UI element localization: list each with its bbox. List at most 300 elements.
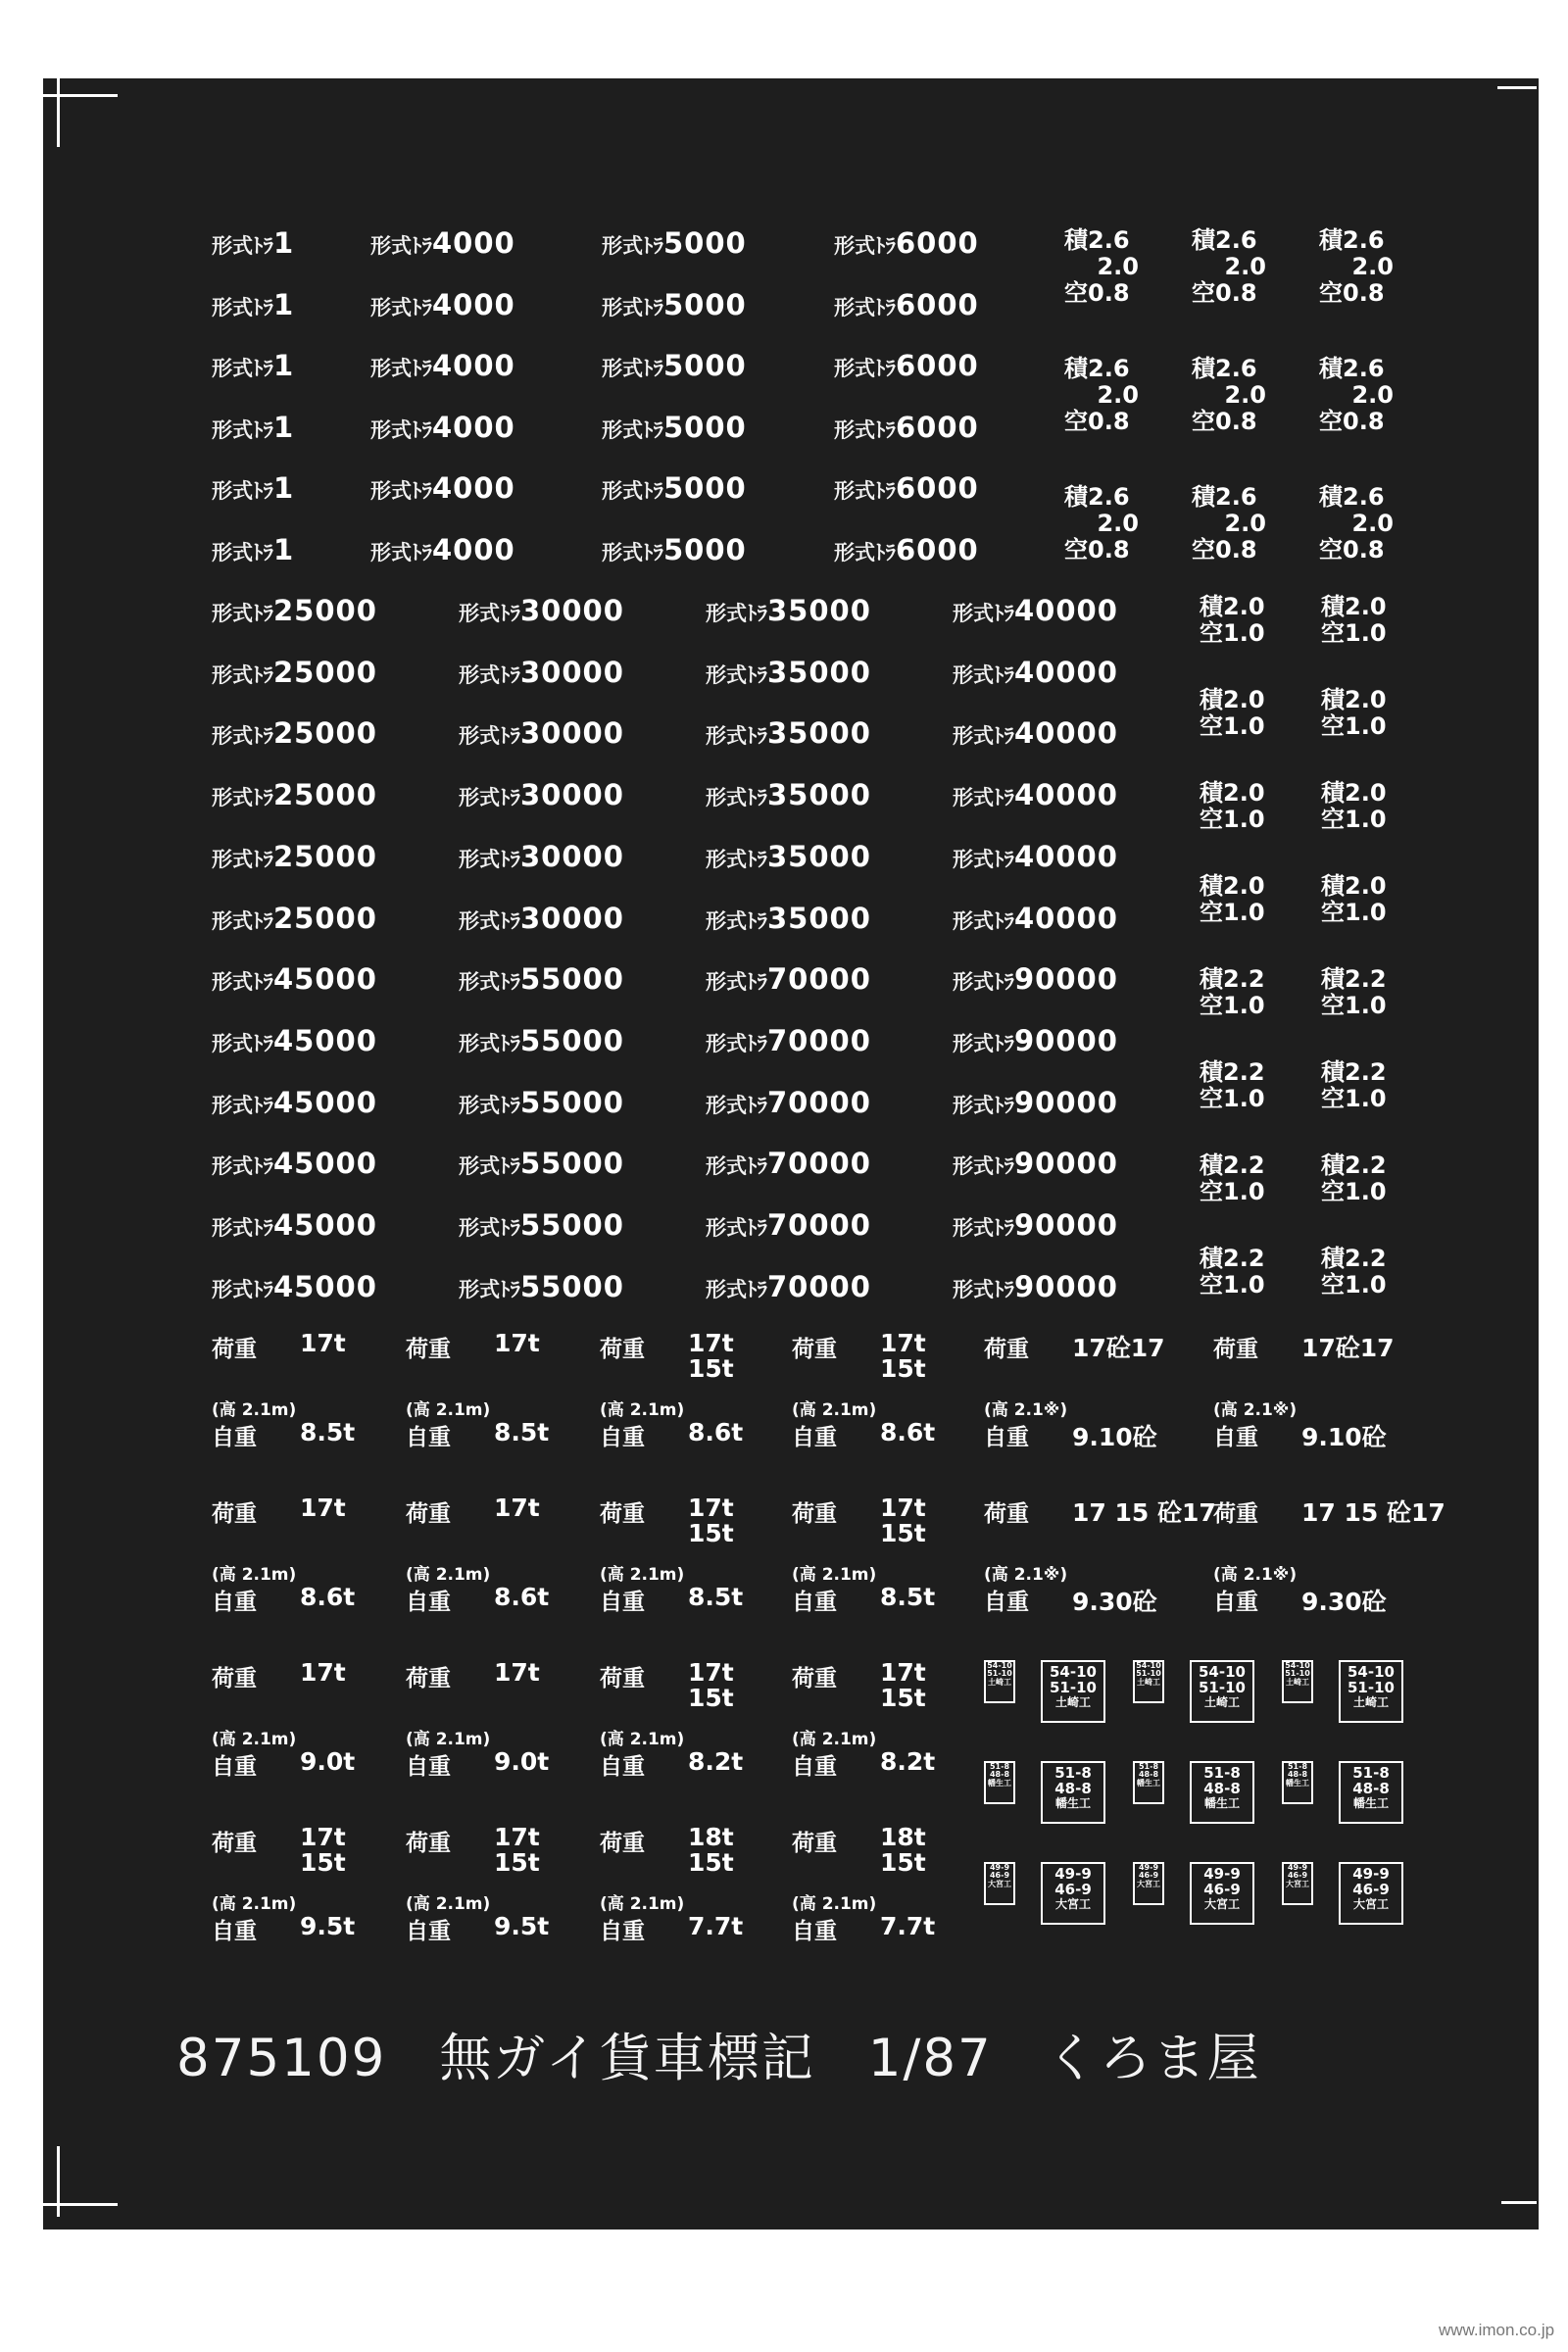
model-prefix: 形式ﾄﾗ (953, 602, 1014, 625)
model-number: 30000 (520, 778, 624, 812)
model-label (212, 471, 295, 505)
ratio-empty: 空0.8 (1064, 536, 1130, 564)
model-prefix: 形式ﾄﾗ (953, 970, 1014, 995)
load-label: 荷重 (212, 1337, 257, 1362)
model-label (459, 1147, 624, 1181)
model-prefix: 形式ﾄﾗ (459, 847, 520, 871)
model-prefix: 形式ﾄﾗ (370, 234, 432, 258)
ratio-empty: 空0.8 (1192, 536, 1257, 564)
model-label (953, 1269, 1118, 1303)
plate-line: 土崎工 (1203, 1694, 1240, 1709)
model-prefix: 形式ﾄﾗ (706, 1031, 767, 1055)
load-value: 17t (688, 1494, 734, 1522)
model-number: 1 (273, 226, 295, 260)
model-label (834, 287, 979, 321)
model-label (212, 1023, 377, 1057)
special-weight-label (1213, 1331, 1409, 1451)
height-note: (高 2.1m) (600, 1565, 685, 1585)
self-label: 自重 (792, 1425, 837, 1450)
plate-line: 54-10 (1199, 1663, 1246, 1681)
model-label (212, 839, 377, 873)
model-number: 25000 (273, 655, 377, 689)
model-number: 25000 (273, 594, 377, 627)
plate-line: 49-9 (1054, 1865, 1092, 1883)
plate-line: 51-10 (1285, 1669, 1310, 1679)
crop-mark-bottom-left-h (43, 2203, 118, 2206)
model-label (953, 716, 1118, 751)
model-label (212, 1208, 377, 1242)
ratio-empty: 空0.8 (1319, 279, 1385, 307)
self-label: 自重 (212, 1754, 257, 1780)
ratio-mid: 2.0 (1351, 381, 1394, 409)
load-value: 17t (880, 1329, 926, 1357)
model-prefix: 形式ﾄﾗ (706, 662, 767, 687)
plate-large (1041, 1862, 1105, 1925)
model-label (370, 471, 515, 505)
model-prefix: 形式ﾄﾗ (212, 1031, 273, 1055)
plate-small (984, 1660, 1015, 1703)
ratio-empty: 空1.0 (1321, 899, 1387, 926)
ratio-loaded: 積2.6 (1192, 226, 1257, 254)
product-code: 875109 (176, 2029, 387, 2088)
model-label (602, 226, 747, 260)
model-number: 70000 (767, 1023, 871, 1057)
model-number: 30000 (520, 901, 624, 935)
model-prefix: 形式ﾄﾗ (370, 417, 432, 442)
self-label: 自重 (406, 1425, 451, 1450)
model-number: 4000 (432, 532, 515, 566)
ratio-label (1321, 1246, 1387, 1298)
ratio-label (1321, 1059, 1387, 1112)
model-prefix: 形式ﾄﾗ (953, 1277, 1014, 1301)
model-prefix: 形式ﾄﾗ (953, 724, 1014, 749)
model-label (370, 349, 515, 382)
model-number: 90000 (1014, 1269, 1118, 1303)
model-number: 45000 (273, 1023, 377, 1057)
model-label (212, 594, 377, 627)
model-prefix: 形式ﾄﾗ (706, 724, 767, 749)
ratio-label (1200, 966, 1265, 1019)
weight-label (792, 1658, 949, 1780)
plate-line: 土崎工 (1286, 1677, 1309, 1687)
load-label: 荷重 (406, 1831, 451, 1856)
model-prefix: 形式ﾄﾗ (370, 357, 432, 380)
model-prefix: 形式ﾄﾗ (212, 847, 273, 871)
special-weight-label (1213, 1495, 1446, 1616)
model-label (953, 1085, 1118, 1119)
model-number: 1 (273, 410, 295, 444)
model-number: 30000 (520, 839, 624, 873)
load-label: 荷重 (792, 1501, 837, 1527)
model-label (602, 471, 747, 505)
weight-label (406, 1494, 563, 1615)
model-prefix: 形式ﾄﾗ (706, 908, 767, 933)
model-label (212, 226, 295, 260)
plate-line: 幡生工 (1203, 1795, 1240, 1810)
height-note: (高 2.1m) (792, 1894, 877, 1914)
self-value: 8.6t (688, 1418, 744, 1446)
self-value: 8.5t (494, 1418, 550, 1446)
model-number: 70000 (767, 962, 871, 997)
model-number: 35000 (767, 778, 871, 812)
model-prefix: 形式ﾄﾗ (602, 357, 663, 380)
model-number: 55000 (520, 1085, 624, 1119)
crop-mark-bottom-left-v (57, 2146, 60, 2217)
ratio-loaded: 積2.0 (1200, 779, 1265, 807)
model-label (459, 839, 624, 873)
model-label (953, 655, 1118, 689)
self-value: 8.6t (880, 1418, 936, 1446)
model-label (602, 287, 747, 321)
ratio-label (1200, 1246, 1265, 1298)
weight-label (600, 1494, 757, 1615)
load-value: 17t (880, 1658, 926, 1687)
ratio-label (1192, 484, 1266, 564)
model-label (212, 716, 377, 751)
plate-line: 49-9 (1203, 1865, 1241, 1883)
model-number: 5000 (663, 349, 747, 382)
load-label: 荷重 (600, 1337, 645, 1362)
height-note: (高 2.1m) (406, 1894, 491, 1914)
plate-large (1339, 1862, 1403, 1925)
load-label: 荷重 (406, 1337, 451, 1362)
ratio-mid: 2.0 (1224, 381, 1266, 409)
load-value: 17 15 砼17 (1072, 1498, 1216, 1527)
crop-mark-bottom-right (1501, 2201, 1537, 2204)
model-label (212, 287, 295, 321)
model-number: 90000 (1014, 1023, 1118, 1057)
load-label: 荷重 (406, 1501, 451, 1527)
plate-large (1190, 1761, 1254, 1824)
plate-line: 土崎工 (1137, 1677, 1160, 1687)
self-value: 9.0t (300, 1747, 356, 1776)
load-label: 荷重 (984, 1501, 1029, 1527)
model-label (459, 901, 624, 935)
self-value: 8.2t (688, 1747, 744, 1776)
height-note: (高 2.1m) (212, 1894, 297, 1914)
model-prefix: 形式ﾄﾗ (706, 786, 767, 810)
model-label (706, 1023, 871, 1057)
model-label (212, 778, 377, 812)
plate-line: 48-8 (1352, 1779, 1390, 1797)
ratio-loaded: 積2.6 (1319, 483, 1385, 511)
load-value-2: 15t (688, 1848, 734, 1877)
model-label (706, 839, 871, 873)
ratio-loaded: 積2.0 (1321, 593, 1387, 620)
plate-line: 幡生工 (1352, 1795, 1389, 1810)
model-label (459, 1208, 624, 1242)
plate-line: 大宮工 (1352, 1896, 1389, 1911)
model-label (953, 1147, 1118, 1181)
crop-mark-top-left-h (43, 94, 118, 97)
model-number: 30000 (520, 594, 624, 627)
model-label (953, 1208, 1118, 1242)
load-label: 荷重 (792, 1337, 837, 1362)
crop-mark-top-right (1497, 86, 1537, 89)
plate-line: 46-9 (1138, 1871, 1159, 1881)
ratio-loaded: 積2.2 (1321, 965, 1387, 993)
model-label (706, 778, 871, 812)
model-number: 90000 (1014, 1208, 1118, 1242)
ratio-mid: 2.0 (1224, 253, 1266, 280)
model-number: 55000 (520, 1208, 624, 1242)
crop-mark-top-left-v (57, 78, 60, 147)
ratio-loaded: 積2.6 (1192, 355, 1257, 382)
model-label (706, 655, 871, 689)
ratio-loaded: 積2.2 (1200, 1058, 1265, 1086)
plate-small (1282, 1862, 1313, 1905)
self-value: 8.5t (300, 1418, 356, 1446)
ratio-loaded: 積2.2 (1200, 1152, 1265, 1179)
model-prefix: 形式ﾄﾗ (459, 662, 520, 687)
plate-line: 51-8 (1138, 1762, 1159, 1771)
model-label (212, 349, 295, 382)
ratio-loaded: 積2.6 (1064, 355, 1130, 382)
model-prefix: 形式ﾄﾗ (953, 908, 1014, 933)
height-note: (高 2.1※) (984, 1400, 1068, 1420)
height-note: (高 2.1m) (792, 1565, 877, 1585)
plate-small (984, 1862, 1015, 1905)
model-label (706, 1085, 871, 1119)
load-value: 17t (880, 1494, 926, 1522)
model-number: 1 (273, 532, 295, 566)
self-label: 自重 (792, 1754, 837, 1780)
ratio-empty: 空1.0 (1200, 899, 1265, 926)
load-value-2: 15t (688, 1354, 734, 1383)
plate-line: 幡生工 (1054, 1795, 1091, 1810)
ratio-label (1321, 966, 1387, 1019)
weight-label (406, 1329, 563, 1450)
model-number: 25000 (273, 716, 377, 751)
model-number: 35000 (767, 716, 871, 751)
ratio-mid: 2.0 (1351, 510, 1394, 537)
ratio-mid: 2.0 (1097, 253, 1139, 280)
model-prefix: 形式ﾄﾗ (706, 970, 767, 995)
load-label: 荷重 (1213, 1337, 1258, 1362)
plate-large (1041, 1761, 1105, 1824)
model-label (834, 226, 979, 260)
self-value: 7.7t (688, 1912, 744, 1940)
plate-line: 土崎工 (988, 1677, 1011, 1687)
height-note: (高 2.1m) (212, 1730, 297, 1749)
plate-line: 46-9 (1203, 1880, 1241, 1898)
plate-large (1190, 1862, 1254, 1925)
footer-caption (176, 2017, 1261, 2091)
self-label: 自重 (212, 1590, 257, 1615)
plate-line: 51-8 (1203, 1764, 1241, 1782)
plate-small (1133, 1862, 1164, 1905)
model-label (212, 901, 377, 935)
plate-line: 大宮工 (1286, 1879, 1309, 1888)
ratio-empty: 空1.0 (1200, 619, 1265, 647)
load-value: 18t (688, 1823, 734, 1851)
model-prefix: 形式ﾄﾗ (706, 1216, 767, 1240)
plate-line: 54-10 (1050, 1663, 1097, 1681)
model-prefix: 形式ﾄﾗ (602, 479, 663, 503)
plate-large (1339, 1660, 1403, 1723)
model-prefix: 形式ﾄﾗ (459, 602, 520, 625)
maker-name: くろま屋 (1045, 2029, 1261, 2088)
plate-line: 51-10 (1348, 1678, 1395, 1696)
model-prefix: 形式ﾄﾗ (212, 540, 273, 564)
load-value-2: 15t (300, 1848, 346, 1877)
model-number: 35000 (767, 901, 871, 935)
weight-label (212, 1823, 368, 1944)
model-prefix: 形式ﾄﾗ (953, 1093, 1014, 1117)
ratio-label (1200, 1059, 1265, 1112)
model-number: 5000 (663, 471, 747, 505)
model-label (706, 716, 871, 751)
self-label: 自重 (1213, 1425, 1258, 1450)
plate-line: 49-9 (1138, 1863, 1159, 1872)
model-label (706, 901, 871, 935)
ratio-empty: 空1.0 (1321, 1271, 1387, 1298)
ratio-label (1319, 227, 1394, 307)
model-number: 6000 (896, 226, 979, 260)
model-prefix: 形式ﾄﾗ (212, 662, 273, 687)
weight-label (406, 1658, 563, 1780)
ratio-label (1200, 687, 1265, 740)
model-prefix: 形式ﾄﾗ (212, 295, 273, 319)
load-label: 荷重 (984, 1337, 1029, 1362)
height-note: (高 2.1m) (792, 1730, 877, 1749)
model-label (212, 1269, 377, 1303)
model-label (953, 594, 1118, 627)
model-label (953, 839, 1118, 873)
load-value-2: 15t (880, 1684, 926, 1712)
plate-line: 大宮工 (988, 1879, 1011, 1888)
weight-label (600, 1329, 757, 1450)
plate-line: 大宮工 (1137, 1879, 1160, 1888)
model-label (602, 532, 747, 566)
load-value: 17t (688, 1329, 734, 1357)
model-number: 30000 (520, 655, 624, 689)
ratio-empty: 空1.0 (1200, 1271, 1265, 1298)
height-note: (高 2.1m) (406, 1730, 491, 1749)
model-label (834, 471, 979, 505)
plate-line: 48-8 (1054, 1779, 1092, 1797)
model-prefix: 形式ﾄﾗ (706, 1154, 767, 1179)
model-number: 90000 (1014, 1147, 1118, 1181)
load-value: 17t (494, 1658, 540, 1687)
model-label (370, 410, 515, 444)
plate-line: 54-10 (1136, 1661, 1161, 1670)
height-note: (高 2.1※) (984, 1565, 1068, 1585)
model-prefix: 形式ﾄﾗ (212, 234, 273, 258)
model-prefix: 形式ﾄﾗ (459, 970, 520, 995)
ratio-label (1321, 1152, 1387, 1205)
load-value: 17砼17 (1072, 1334, 1165, 1362)
plate-small (984, 1761, 1015, 1804)
load-value: 17t (300, 1658, 346, 1687)
ratio-empty: 空0.8 (1319, 408, 1385, 435)
model-prefix: 形式ﾄﾗ (706, 602, 767, 625)
load-label: 荷重 (212, 1666, 257, 1691)
model-number: 70000 (767, 1147, 871, 1181)
model-label (953, 778, 1118, 812)
self-value: 9.10砼 (1072, 1423, 1157, 1451)
load-value-2: 15t (880, 1354, 926, 1383)
model-prefix: 形式ﾄﾗ (834, 234, 896, 258)
load-value: 17t (494, 1494, 540, 1522)
plate-line: 51-10 (987, 1669, 1012, 1679)
self-label: 自重 (984, 1590, 1029, 1615)
model-prefix: 形式ﾄﾗ (212, 417, 273, 442)
model-number: 40000 (1014, 778, 1118, 812)
ratio-loaded: 積2.2 (1321, 1152, 1387, 1179)
model-label (212, 1147, 377, 1181)
special-weight-label (984, 1495, 1216, 1616)
self-label: 自重 (406, 1590, 451, 1615)
ratio-label (1192, 227, 1266, 307)
model-prefix: 形式ﾄﾗ (212, 602, 273, 625)
height-note: (高 2.1m) (600, 1894, 685, 1914)
self-label: 自重 (600, 1919, 645, 1944)
self-value: 8.5t (688, 1583, 744, 1611)
plate-line: 49-9 (989, 1863, 1010, 1872)
model-label (212, 410, 295, 444)
model-number: 1 (273, 471, 295, 505)
self-value: 8.6t (494, 1583, 550, 1611)
model-prefix: 形式ﾄﾗ (706, 1093, 767, 1117)
load-label: 荷重 (600, 1501, 645, 1527)
ratio-label (1200, 780, 1265, 833)
ratio-empty: 空1.0 (1321, 1085, 1387, 1112)
plate-line: 49-9 (1287, 1863, 1308, 1872)
model-number: 90000 (1014, 1085, 1118, 1119)
ratio-label (1064, 356, 1139, 435)
watermark: www.imon.co.jp (1439, 2321, 1555, 2339)
ratio-empty: 空0.8 (1064, 408, 1130, 435)
ratio-label (1064, 484, 1139, 564)
plate-line: 54-10 (1348, 1663, 1395, 1681)
ratio-label (1321, 780, 1387, 833)
plate-line: 幡生工 (1137, 1778, 1160, 1788)
self-value: 9.30砼 (1072, 1588, 1157, 1616)
model-prefix: 形式ﾄﾗ (212, 724, 273, 749)
model-prefix: 形式ﾄﾗ (212, 1093, 273, 1117)
load-value: 17t (300, 1494, 346, 1522)
model-prefix: 形式ﾄﾗ (706, 847, 767, 871)
model-number: 4000 (432, 226, 515, 260)
plate-line: 48-8 (1203, 1779, 1241, 1797)
plate-line: 46-9 (989, 1871, 1010, 1881)
model-label (370, 226, 515, 260)
model-prefix: 形式ﾄﾗ (953, 847, 1014, 871)
model-prefix: 形式ﾄﾗ (459, 724, 520, 749)
model-number: 5000 (663, 410, 747, 444)
ratio-loaded: 積2.0 (1200, 872, 1265, 900)
model-label (706, 962, 871, 997)
ratio-loaded: 積2.2 (1200, 1245, 1265, 1272)
self-label: 自重 (406, 1754, 451, 1780)
model-prefix: 形式ﾄﾗ (459, 1093, 520, 1117)
ratio-empty: 空1.0 (1200, 992, 1265, 1019)
model-prefix: 形式ﾄﾗ (370, 540, 432, 564)
model-number: 4000 (432, 410, 515, 444)
load-value-2: 15t (880, 1519, 926, 1547)
load-label: 荷重 (792, 1666, 837, 1691)
weight-label (792, 1494, 949, 1615)
model-label (459, 1269, 624, 1303)
self-label: 自重 (600, 1590, 645, 1615)
self-value: 8.2t (880, 1747, 936, 1776)
height-note: (高 2.1※) (1213, 1400, 1298, 1420)
plate-line: 土崎工 (1352, 1694, 1389, 1709)
weight-label (792, 1823, 949, 1944)
load-value: 17 15 砼17 (1301, 1498, 1446, 1527)
model-number: 5000 (663, 532, 747, 566)
